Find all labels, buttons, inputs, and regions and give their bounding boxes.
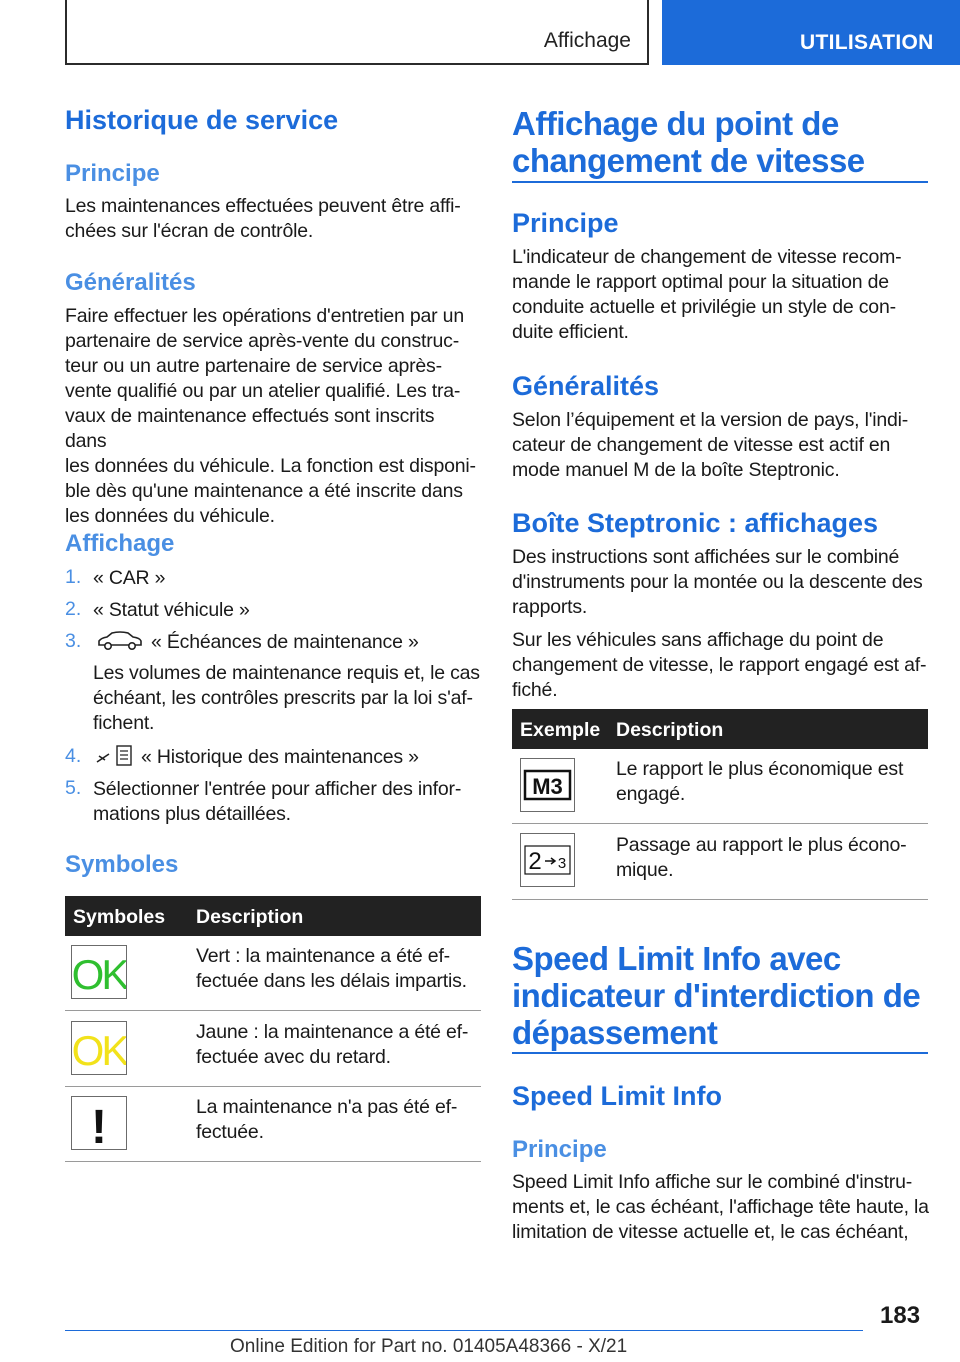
table-row-divider [65,1010,481,1011]
symbol-description: Vert : la maintenance a été ef- fectuée dans les délais impartis. [196,945,467,992]
svg-text:!: ! [91,1101,107,1149]
table-row-divider [65,1161,481,1162]
step-text: « CAR » [93,567,166,589]
col-header-description: Description [196,906,304,928]
heading-rule [512,181,928,183]
example-table-header [512,709,928,749]
heading-principe: Principe [65,160,160,187]
table-row-divider [512,823,928,824]
paragraph-steptronic-2: Sur les véhicules sans affichage du point de changement de vitesse, le rapport engagé est af- fiché. [512,629,927,701]
step-subtext: Les volumes de maintenance requis et, le cas échéant, les contrôles prescrits par la loi s'af- fichent. [93,662,480,734]
example-description: Le rapport le plus économique est engagé. [616,758,904,805]
step-text: « Échéances de maintenance » [151,631,419,653]
heading-principe: Principe [512,1136,607,1163]
example-description: Passage au rapport le plus écono- mique. [616,834,907,881]
heading-principe: Principe [512,208,619,238]
header-section-title: Affichage [543,29,631,52]
col-header-description: Description [616,719,724,741]
symbols-table-header [65,896,481,936]
header-chapter-title: UTILISATION [800,31,934,54]
paragraph-generalites: Faire effectuer les opérations d'entretien par un partenaire de service après-vente du construc- teur ou un autre partenaire de service après- vente qualifié ou par un atelier qualifié. Les tra- vaux de maintenance effectués sont inscrits dans les données du véhicule. La fonction est disponi- ble dès qu'une maintenance a été inscrite dans les données du véhicule. [65,305,476,527]
heading-generalites: Généralités [65,269,196,296]
ok-green-symbol [71,945,127,999]
table-row-divider [65,1086,481,1087]
heading-generalites: Généralités [512,371,660,401]
heading-service-history: Historique de service [65,105,339,135]
service-history-icon [95,744,135,768]
symbol-description: La maintenance n'a pas été ef- fectuée. [196,1096,458,1143]
table-row-divider [512,899,928,900]
heading-sli: Speed Limit Info [512,1081,723,1111]
svg-text:OK: OK [72,1027,126,1074]
header-chapter-tab [662,0,960,65]
warning-symbol [71,1096,127,1150]
ok-yellow-symbol [71,1021,127,1075]
header-section-box [65,0,649,65]
paragraph-principe: L'indicateur de changement de vitesse recom- mande le rapport optimal pour la situation de conduite actuelle et privilégie un style de con- duite efficient. [512,246,902,343]
col-header-symboles: Symboles [73,906,166,928]
svg-text:M3: M3 [532,774,563,799]
heading-rule [512,1052,928,1054]
paragraph-steptronic-1: Des instructions sont affichées sur le combiné d'instruments pour la montée ou la descente des rapports. [512,546,923,618]
step-text: « Statut véhicule » [93,599,250,621]
footer-rule [65,1330,863,1331]
heading-symboles: Symboles [65,851,179,878]
svg-text:2: 2 [528,848,542,875]
gear-m3-symbol [520,758,575,812]
col-header-exemple: Exemple [520,719,601,741]
exclamation-icon [72,1097,126,1149]
step-number: 5. [65,777,82,799]
paragraph-sli: Speed Limit Info affiche sur le combiné d'instru- ments et, le cas échéant, l'affichage tête haute, la limitation de vitesse actuelle et, le cas échéant, [512,1171,929,1243]
paragraph-principe: Les maintenances effectuées peuvent être affi- chées sur l'écran de contrôle. [65,195,461,242]
step-number: 4. [65,745,82,767]
ok-green-icon [72,946,126,998]
heading-gear-shift-indicator: Affichage du point de changement de vitesse [512,105,865,179]
heading-steptronic: Boîte Steptronic : affichages [512,508,879,538]
gear-upshift-symbol [520,833,575,887]
svg-text:3: 3 [557,855,567,872]
ok-yellow-icon [72,1022,126,1074]
car-service-icon [95,630,145,652]
upshift-arrow-icon [521,834,574,886]
page-number: 183 [880,1302,921,1329]
step-text: Sélectionner l'entrée pour afficher des infor- mations plus détaillées. [93,778,462,825]
heading-speed-limit-info: Speed Limit Info avec indicateur d'interdiction de dépassement [512,940,921,1051]
step-text: « Historique des maintenances » [141,746,419,768]
step-number: 3. [65,630,82,652]
footer-edition: Online Edition for Part no. 01405A48366 - X/21 [230,1336,628,1357]
svg-text:OK: OK [72,951,126,998]
step-number: 2. [65,598,82,620]
step-number: 1. [65,566,82,588]
paragraph-generalites: Selon l’équipement et la version de pays, l'indi- cateur de changement de vitesse est actif en mode manuel M de la boîte Steptronic. [512,409,909,481]
gear-m3-icon [521,759,574,811]
heading-affichage: Affichage [65,530,175,557]
symbol-description: Jaune : la maintenance a été ef- fectuée avec du retard. [196,1021,469,1068]
